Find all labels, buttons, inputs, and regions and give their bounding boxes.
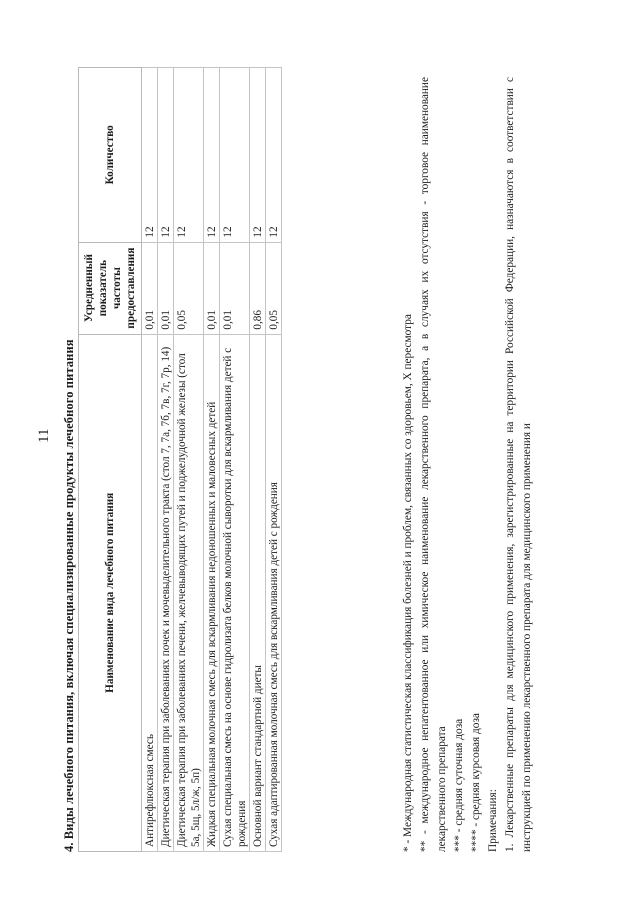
footnote: * - Международная статистическая классификация болезней и проблем, связанных со здоровьем, X пересмотра xyxy=(402,314,414,852)
row-frequency: 0,05 xyxy=(266,242,282,334)
nutrition-table xyxy=(78,67,282,852)
table-row xyxy=(220,68,250,852)
row-name: Диетическая терапия при заболеваниях печени, желчевыводящих путей и поджелудочной железы (стол 5а, 5щ, 5л/ж, 5п) xyxy=(174,334,204,851)
row-quantity: 12 xyxy=(250,68,266,243)
row-name: Диетическая терапия при заболеваниях почек и мочевыделительного тракта (стол 7, 7а, 7б, 7в, 7г, 7р, 14) xyxy=(158,334,174,851)
footnotes-block xyxy=(400,77,536,852)
row-frequency: 0,01 xyxy=(204,242,220,334)
row-frequency: 0,05 xyxy=(174,242,204,334)
row-quantity: 12 xyxy=(204,68,220,243)
row-name: Основной вариант стандартной диеты xyxy=(250,334,266,851)
header-quantity: Количество xyxy=(79,68,142,243)
notes-heading: Примечания: xyxy=(487,789,499,852)
section-title: 4. Виды лечебного питания, включая специализированные продукты лечебного питания xyxy=(62,339,76,852)
table-row xyxy=(158,68,174,852)
row-name: Жидкая специальная молочная смесь для вскармливания недоношенных и маловесных детей xyxy=(204,334,220,851)
row-name: Сухая адаптированная молочная смесь для вскармливания детей с рождения xyxy=(266,334,282,851)
row-frequency: 0,86 xyxy=(250,242,266,334)
row-frequency: 0,01 xyxy=(142,242,158,334)
table-row xyxy=(250,68,266,852)
row-frequency: 0,01 xyxy=(220,242,250,334)
footnote: **** - средняя курсовая доза xyxy=(470,713,482,852)
table-row xyxy=(174,68,204,852)
row-quantity: 12 xyxy=(220,68,250,243)
table-row xyxy=(266,68,282,852)
page-number: 11 xyxy=(36,428,52,443)
rotated-page-content xyxy=(62,62,552,862)
row-quantity: 12 xyxy=(142,68,158,243)
footnote: ** - международное непатентованное или химическое наименование лекарственного препарата, а в случаях их отсутствия - торговое наименование лекарственного препарата xyxy=(419,77,448,852)
table-row xyxy=(204,68,220,852)
table-row xyxy=(142,68,158,852)
row-quantity: 12 xyxy=(266,68,282,243)
row-quantity: 12 xyxy=(174,68,204,243)
row-name: Сухая специальная смесь на основе гидролизата белков молочной сыворотки для вскармливания детей с рождения xyxy=(220,334,250,851)
footnote: *** - средняя суточная доза xyxy=(453,718,465,852)
header-name: Наименование вида лечебного питания xyxy=(79,334,142,851)
row-quantity: 12 xyxy=(158,68,174,243)
row-frequency: 0,01 xyxy=(158,242,174,334)
table-header-row xyxy=(79,68,142,852)
note-paragraph: 1. Лекарственные препараты для медицинского применения, зарегистрированные на территории Российской Федерации, назначаются в соответствии с инструкцией по применению лекарственного препарата для медицинского применения и xyxy=(504,77,533,852)
header-frequency: Усредненный показатель частоты предоставления xyxy=(79,242,142,334)
row-name: Антирефлюксная смесь xyxy=(142,334,158,851)
